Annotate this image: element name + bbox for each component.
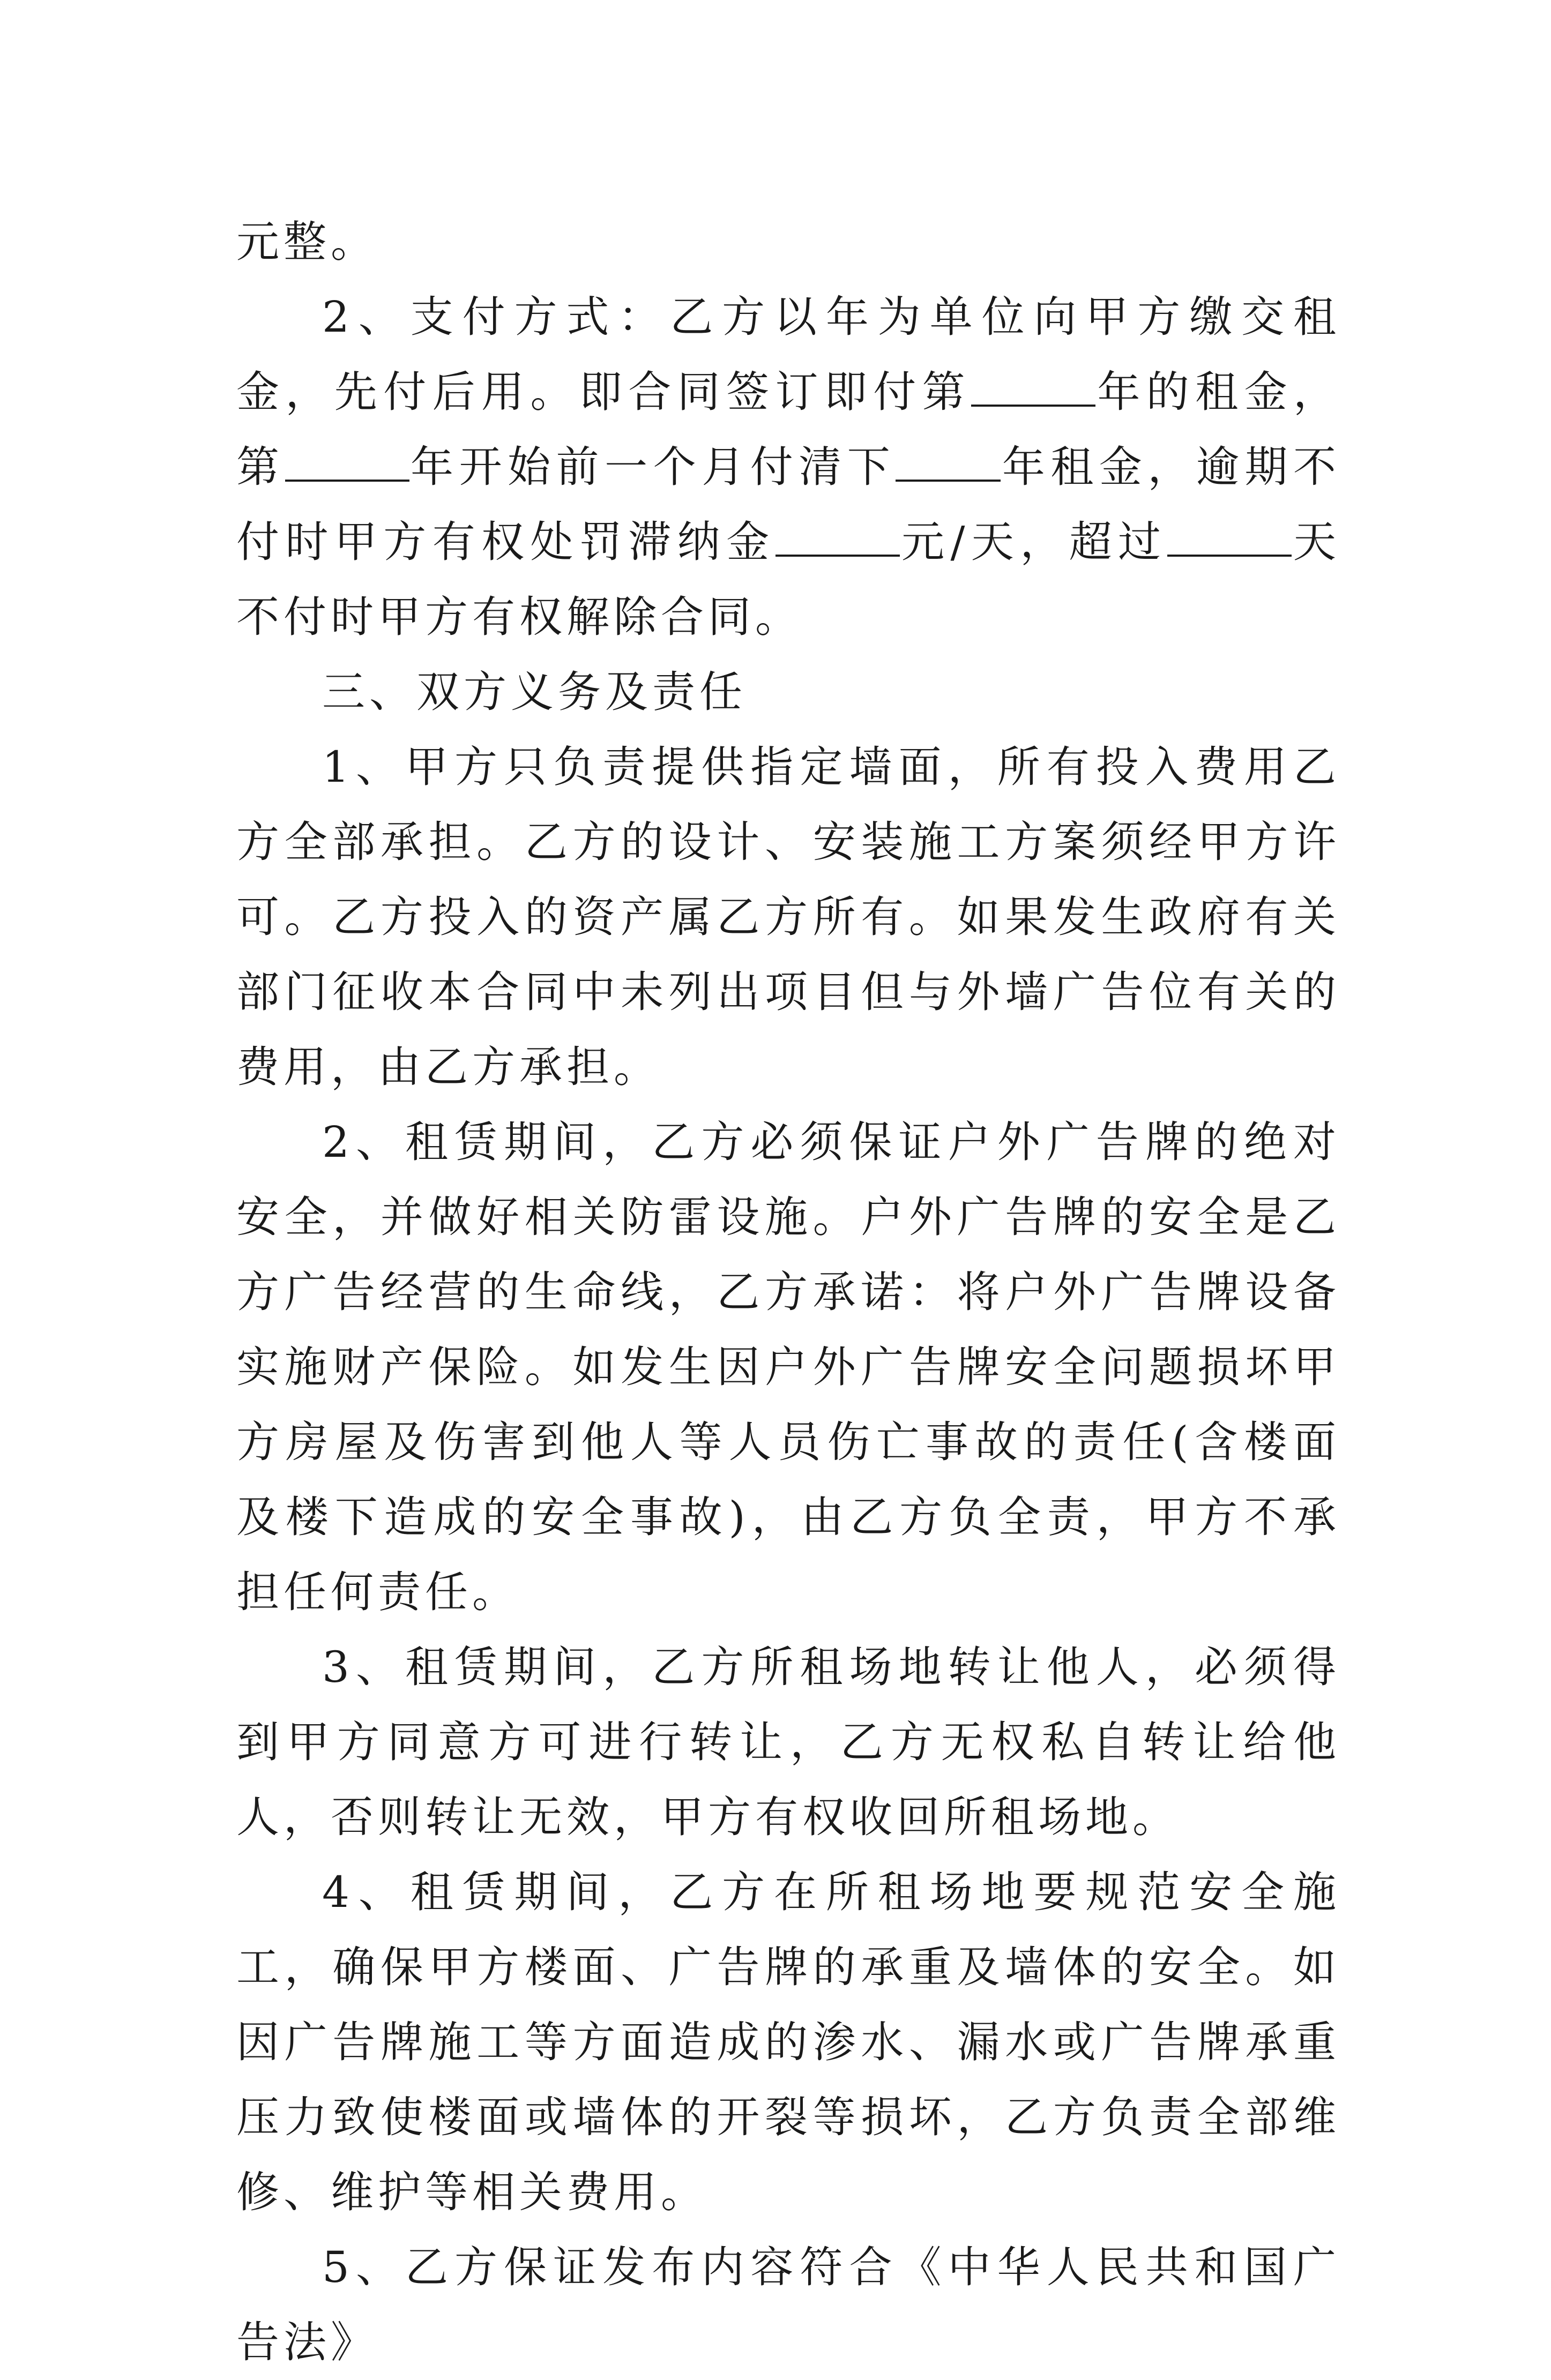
paragraph-payment-method (236, 280, 1340, 655)
section-heading-obligations: 三、双方义务及责任 (322, 667, 747, 717)
blank-start-year (285, 442, 409, 482)
paragraph-clause-2: 2、租赁期间，乙方必须保证户外广告牌的绝对安全，并做好相关防雷设施。户外广告牌的安全是乙方广告经营的生命线，乙方承诺：将户外广告牌设备实施财产保险。如发生因户外广告牌安全问题损坏甲方房屋及伤害到他人等人员伤亡事故的责任(含楼面及楼下造成的安全事故)，由乙方负全责，甲方不承担任何责任。 (236, 1117, 1340, 1617)
payment-text-6: 天不付时甲方有权解除合同。 (236, 517, 1341, 642)
document-body (236, 205, 1340, 2380)
payment-text-1: 2、支付方式：乙方以年为单位向甲方缴交租金，先付后用。即合同签订即付第 (236, 292, 1340, 417)
payment-text-3: 年开始前一个月付清下 (409, 442, 896, 492)
blank-overdue-days (1167, 517, 1292, 557)
paragraph-clause-4: 4、租赁期间，乙方在所租场地要规范安全施工，确保甲方楼面、广告牌的承重及墙体的安全。如因广告牌施工等方面造成的渗水、漏水或广告牌承重压力致使楼面或墙体的开裂等损坏，乙方负责全部维修、维护等相关费用。 (236, 1867, 1340, 2217)
blank-first-year (971, 367, 1095, 407)
paragraph-clause-5: 5、乙方保证发布内容符合《中华人民共和国广告法》 (236, 2242, 1340, 2367)
blank-next-year (896, 442, 1001, 482)
paragraph-clause-3: 3、租赁期间，乙方所租场地转让他人，必须得到甲方同意方可进行转让，乙方无权私自转让给他人，否则转让无效，甲方有权收回所租场地。 (236, 1642, 1340, 1842)
blank-late-fee (776, 517, 900, 557)
paragraph-amount-end: 元整。 (236, 217, 378, 267)
payment-text-5: 元/天，超过 (899, 517, 1167, 567)
payment-text-4: 年租金，逾期不付时甲方有权处罚滞纳金 (236, 442, 1341, 567)
payment-text-2: 年的租金，第 (236, 367, 1340, 492)
paragraph-clause-1: 1、甲方只负责提供指定墙面，所有投入费用乙方全部承担。乙方的设计、安装施工方案须经甲方许可。乙方投入的资产属乙方所有。如果发生政府有关部门征收本合同中未列出项目但与外墙广告位有关的费用，由乙方承担。 (236, 742, 1340, 1092)
